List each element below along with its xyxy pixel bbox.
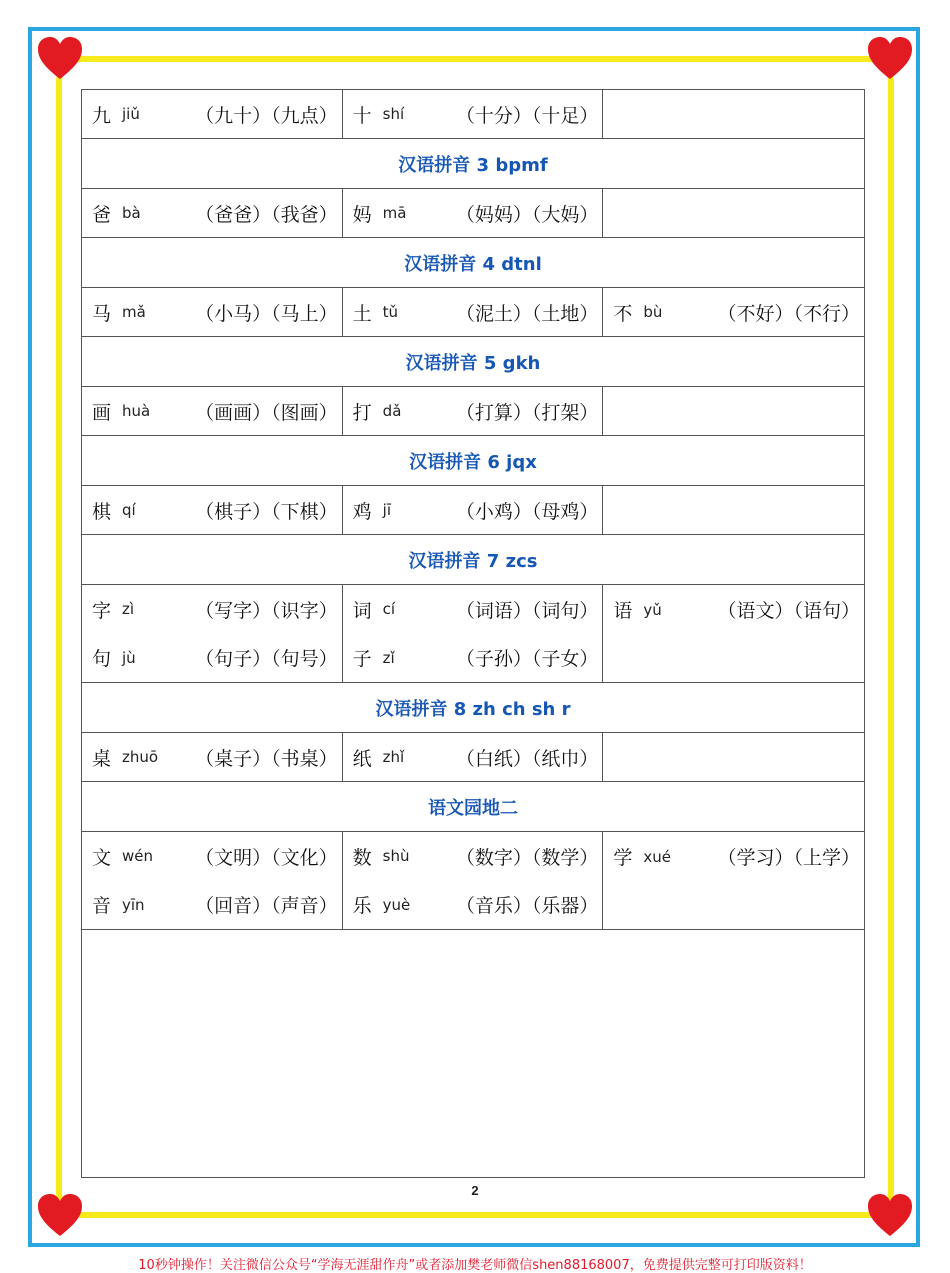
hanzi-character: 马: [92, 302, 112, 325]
entry-cell: [82, 90, 343, 138]
entry-cell: [603, 387, 864, 435]
hanzi-character: 打: [352, 401, 372, 424]
pinyin: jù: [122, 648, 136, 667]
entry-cell: [82, 288, 343, 336]
entry-cell: [343, 189, 604, 237]
example-words: （学习）（上学）: [717, 847, 861, 869]
entry-cell: [603, 288, 864, 336]
example-words: （子孙）（子女）: [455, 648, 599, 671]
example-words: （回音）（声音）: [195, 895, 338, 918]
pinyin: qí: [122, 501, 136, 519]
pinyin: shù: [382, 847, 410, 866]
hanzi-character: 音: [92, 895, 112, 918]
hanzi-character: 语: [613, 600, 633, 622]
entry-row: [82, 387, 864, 436]
hanzi-character: 词: [352, 599, 372, 622]
page-number: 2: [471, 1183, 479, 1198]
hanzi-character: 文: [92, 846, 112, 869]
entry-cell: [343, 733, 604, 781]
hanzi-character: 不: [613, 302, 633, 325]
vocab-entry: [82, 585, 342, 634]
pinyin: huà: [122, 402, 151, 420]
entry-row: [82, 189, 864, 238]
vocab-entry: [82, 189, 342, 237]
section-heading: 汉语拼音 4 dtnl: [82, 238, 864, 288]
hanzi-character: 字: [92, 599, 112, 622]
pinyin: mā: [382, 204, 407, 222]
vocab-entry: [343, 189, 603, 237]
hanzi-character: 桌: [92, 747, 112, 770]
section-heading: 汉语拼音 6 jqx: [82, 436, 864, 486]
pinyin: zì: [122, 600, 135, 619]
vocab-entry: [603, 832, 864, 881]
pinyin: mǎ: [122, 303, 146, 321]
vocab-entry: [603, 585, 864, 634]
example-words: （九十）（九点）: [195, 104, 338, 127]
footer-notice: 10秒钟操作！关注微信公众号“学海无涯甜作舟”或者添加樊老师微信shen88168007，免费提供完整可打印版资料！: [138, 1258, 812, 1273]
example-words: （语文）（语句）: [717, 600, 861, 622]
heart-icon: [866, 35, 914, 81]
entry-row: [82, 832, 864, 930]
pinyin: yīn: [122, 895, 145, 914]
pinyin: wén: [122, 847, 154, 866]
vocabulary-table: [81, 89, 865, 1178]
hanzi-character: 妈: [352, 203, 372, 226]
entry-row: [82, 288, 864, 337]
entry-cell: [82, 832, 343, 929]
vocab-entry: [603, 288, 864, 336]
entry-cell: [603, 733, 864, 781]
entry-cell: [82, 486, 343, 534]
example-words: （画画）（图画）: [195, 401, 338, 424]
pinyin: jī: [382, 501, 392, 519]
hanzi-character: 学: [613, 847, 633, 869]
vocab-entry: [343, 881, 603, 930]
hanzi-character: 爸: [92, 203, 112, 226]
section-heading: 汉语拼音 8 zh ch sh r: [82, 683, 864, 733]
entry-row: [82, 90, 864, 139]
example-words: （棋子）（下棋）: [195, 500, 338, 523]
section-heading: 汉语拼音 7 zcs: [82, 535, 864, 585]
example-words: （数字）（数学）: [455, 846, 599, 869]
example-words: （文明）（文化）: [195, 846, 338, 869]
pinyin: jiǔ: [122, 105, 140, 123]
example-words: （不好）（不行）: [717, 302, 861, 325]
entry-cell: [343, 288, 604, 336]
example-words: （写字）（识字）: [195, 599, 338, 622]
vocab-entry: [343, 832, 603, 881]
entry-row: [82, 585, 864, 683]
pinyin: zhǐ: [382, 748, 405, 766]
vocab-entry: [343, 387, 603, 435]
example-words: （小马）（马上）: [195, 302, 338, 325]
pinyin: dǎ: [382, 402, 402, 420]
vocab-entry: [82, 634, 342, 683]
section-heading: 汉语拼音 5 gkh: [82, 337, 864, 387]
pinyin: xué: [643, 847, 671, 866]
example-words: （爸爸）（我爸）: [195, 203, 338, 226]
vocab-entry: [82, 387, 342, 435]
hanzi-character: 纸: [352, 747, 372, 770]
entry-row: [82, 486, 864, 535]
entry-cell: [603, 90, 864, 138]
entry-cell: [82, 585, 343, 682]
hanzi-character: 子: [352, 648, 372, 671]
pinyin: bà: [122, 204, 141, 222]
pinyin: yuè: [382, 895, 411, 914]
example-words: （打算）（打架）: [455, 401, 599, 424]
heart-icon: [36, 1192, 84, 1238]
heart-icon: [36, 35, 84, 81]
vocab-entry: [82, 733, 342, 781]
entry-cell: [82, 189, 343, 237]
example-words: （十分）（十足）: [455, 104, 599, 127]
example-words: （白纸）（纸巾）: [455, 747, 599, 770]
vocab-entry: [343, 733, 603, 781]
pinyin: zhuō: [122, 748, 159, 766]
pinyin: tǔ: [382, 303, 399, 321]
entry-cell: [603, 189, 864, 237]
entry-cell: [603, 832, 864, 929]
hanzi-character: 画: [92, 401, 112, 424]
vocab-entry: [82, 881, 342, 930]
entry-cell: [343, 486, 604, 534]
pinyin: cí: [382, 600, 396, 619]
section-heading: 汉语拼音 3 bpmf: [82, 139, 864, 189]
entry-cell: [82, 387, 343, 435]
vocab-entry: [343, 90, 603, 138]
entry-cell: [343, 387, 604, 435]
hanzi-character: 土: [352, 302, 372, 325]
vocab-entry: [82, 486, 342, 534]
example-words: （桌子）（书桌）: [195, 747, 338, 770]
vocab-entry: [343, 585, 603, 634]
hanzi-character: 乐: [352, 895, 372, 918]
entry-cell: [343, 832, 604, 929]
section-heading: 语文园地二: [82, 782, 864, 832]
example-words: （小鸡）（母鸡）: [455, 500, 599, 523]
pinyin: bù: [643, 303, 663, 321]
hanzi-character: 句: [92, 648, 112, 671]
example-words: （音乐）（乐器）: [455, 895, 599, 918]
entry-cell: [603, 486, 864, 534]
entry-cell: [603, 585, 864, 682]
hanzi-character: 数: [352, 846, 372, 869]
vocab-entry: [343, 486, 603, 534]
pinyin: zǐ: [382, 648, 395, 667]
pinyin: shí: [382, 105, 405, 123]
entry-cell: [343, 585, 604, 682]
hanzi-character: 棋: [92, 500, 112, 523]
example-words: （句子）（句号）: [195, 648, 338, 671]
heart-icon: [866, 1192, 914, 1238]
entry-cell: [343, 90, 604, 138]
entry-row: [82, 733, 864, 782]
entry-cell: [82, 733, 343, 781]
hanzi-character: 十: [352, 104, 372, 127]
example-words: （词语）（词句）: [455, 599, 599, 622]
hanzi-character: 九: [92, 104, 112, 127]
example-words: （泥土）（土地）: [455, 302, 599, 325]
vocab-entry: [82, 832, 342, 881]
example-words: （妈妈）（大妈）: [455, 203, 599, 226]
vocab-entry: [82, 90, 342, 138]
vocab-entry: [343, 288, 603, 336]
vocab-entry: [82, 288, 342, 336]
pinyin: yǔ: [643, 600, 662, 619]
vocab-entry: [343, 634, 603, 683]
hanzi-character: 鸡: [352, 500, 372, 523]
